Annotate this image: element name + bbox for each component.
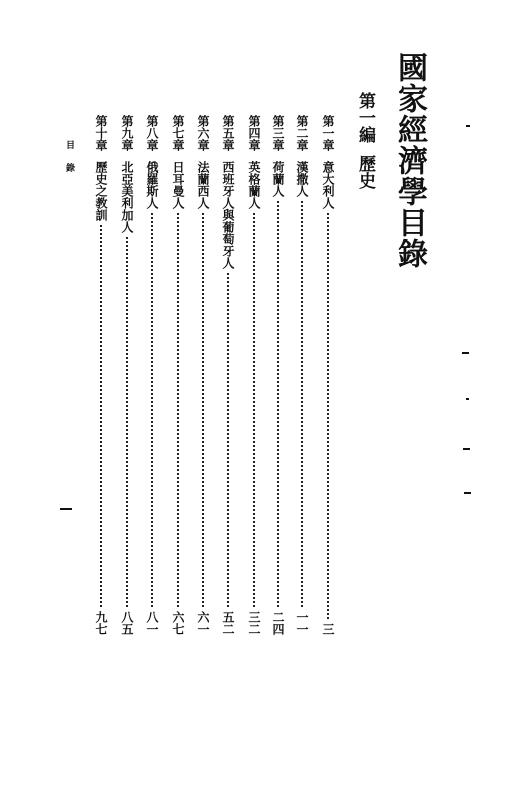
page-number: 八一: [145, 611, 159, 635]
chapter-title: 日耳曼人: [171, 161, 185, 209]
chapter-title: 歷史之教訓: [94, 161, 108, 221]
dot-leader: [177, 213, 179, 607]
toc-entry[interactable]: [244, 115, 264, 635]
page-folio: [60, 508, 72, 510]
chapter-title: 意大利人: [321, 161, 335, 209]
chapter-title: 俄羅斯人: [145, 161, 159, 209]
scan-mark: [466, 398, 469, 400]
dot-leader: [253, 213, 255, 607]
toc-entry[interactable]: [142, 115, 162, 635]
page-number: 三: [321, 623, 335, 635]
dot-leader: [327, 213, 329, 619]
dot-leader: [277, 201, 279, 607]
page-number: 三二: [247, 611, 261, 635]
dot-leader: [227, 273, 229, 607]
dot-leader: [301, 201, 303, 607]
toc-entry[interactable]: [218, 115, 238, 635]
dot-leader: [126, 237, 128, 607]
chapter-title: 漢撒人: [295, 161, 309, 197]
chapter-number: 第六章: [196, 115, 210, 151]
page-number: 八五: [120, 611, 134, 635]
scan-mark: [463, 448, 470, 450]
chapter-number: 第三章: [271, 115, 285, 151]
chapter-title: 英格蘭人: [247, 161, 261, 209]
chapter-number: 第八章: [145, 115, 159, 151]
book-title: 國家經濟學目錄: [392, 52, 427, 269]
part-heading: [356, 92, 373, 189]
chapter-number: 第四章: [247, 115, 261, 151]
toc-entry[interactable]: [193, 115, 213, 635]
toc-entry[interactable]: [168, 115, 188, 635]
page-number: 六七: [171, 611, 185, 635]
page-number: 一一: [295, 611, 309, 635]
scan-mark: [466, 125, 470, 127]
chapter-title: 北亞美利加人: [120, 161, 134, 233]
scan-mark: [462, 352, 469, 354]
chapter-number: 第十章: [94, 115, 108, 151]
toc-entry[interactable]: [268, 115, 288, 635]
chapter-title: 西班牙人與葡萄牙人: [221, 161, 235, 269]
part-title: 歷史: [355, 155, 375, 189]
chapter-number: 第七章: [171, 115, 185, 151]
page-number: 九七: [94, 611, 108, 635]
chapter-number: 第一章: [321, 115, 335, 151]
chapter-title: 荷蘭人: [271, 161, 285, 197]
chapter-number: 第五章: [221, 115, 235, 151]
toc-entry[interactable]: [91, 115, 111, 635]
toc-entry[interactable]: [292, 115, 312, 635]
chapter-number: 第九章: [120, 115, 134, 151]
page-number: 二四: [271, 611, 285, 635]
toc-entry[interactable]: [117, 115, 137, 635]
dot-leader: [202, 213, 204, 607]
dot-leader: [151, 213, 153, 607]
part-label: 第一編: [355, 92, 375, 143]
chapter-number: 第二章: [295, 115, 309, 151]
toc-entry[interactable]: [318, 115, 338, 635]
dot-leader: [100, 225, 102, 607]
page-number: 六一: [196, 611, 210, 635]
chapter-title: 法蘭西人: [196, 161, 210, 209]
running-head: 目錄: [64, 140, 74, 186]
scan-mark: [464, 492, 471, 494]
page-number: 五二: [221, 611, 235, 635]
